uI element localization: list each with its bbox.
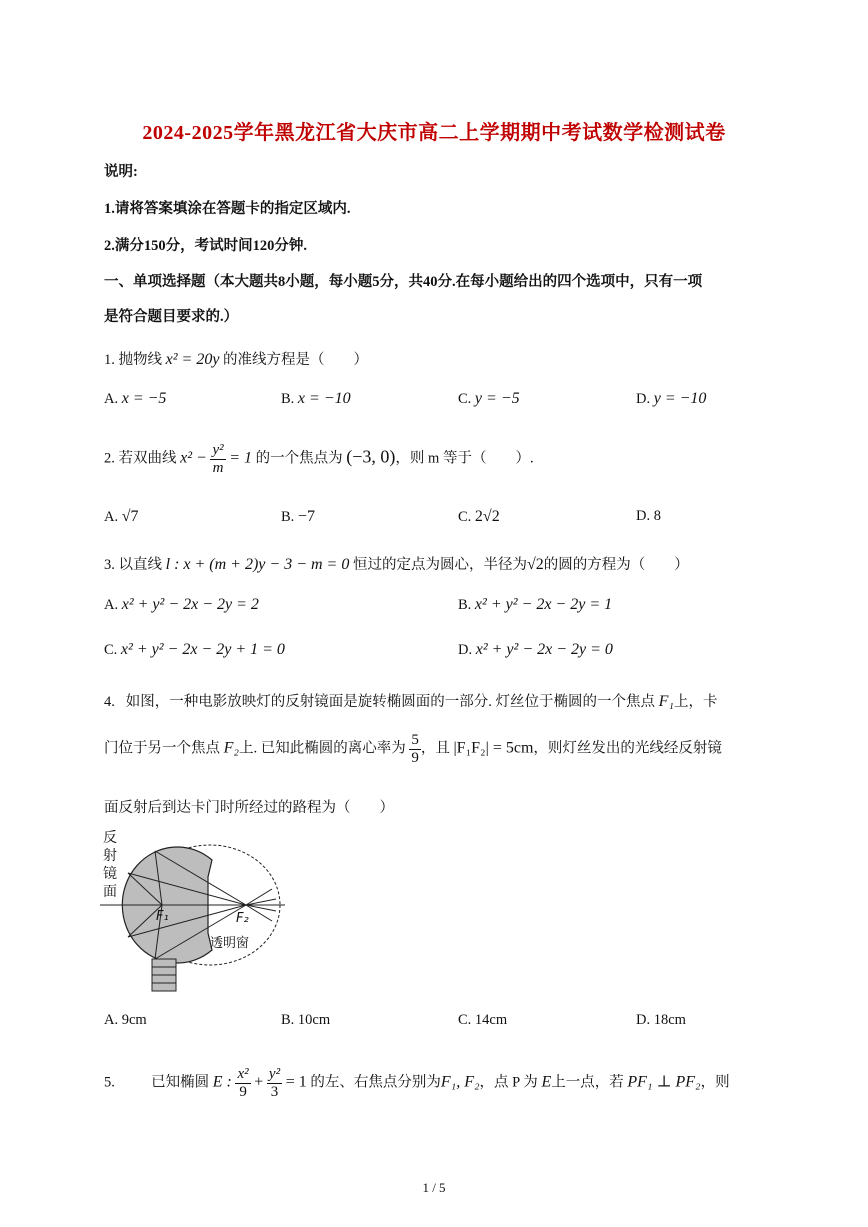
q1-option-d[interactable]: D. y = −10 [636, 390, 707, 407]
question-text: ，且 [420, 740, 450, 757]
question-text: 上. 已知此椭圆的离心率为 [238, 740, 406, 757]
question-text: 抛物线 [118, 352, 162, 368]
perpendicular-condition: PF₁ ⊥ PF₂ [627, 1073, 701, 1091]
mirror-label: 面 [103, 884, 117, 900]
instruction-note-1: 1.请将答案填涂在答题卡的指定区域内. [104, 201, 351, 217]
distance-expression: |F₁F₂| = 5cm [453, 739, 534, 757]
question-text: 若双曲线 [118, 450, 177, 467]
fraction: $\frac{5}{9}$ [411, 732, 419, 766]
projector-lamp-diagram [100, 825, 290, 1000]
question-2 [104, 442, 534, 476]
equation: l : x + (m + 2)y − 3 − m = 0 [165, 556, 350, 573]
fraction: $\frac{\text{y²}}{m}$ [212, 442, 224, 476]
equation: = 1 [285, 1073, 307, 1091]
question-text: 的一个焦点为 [255, 450, 343, 467]
mirror-label: 镜 [103, 866, 117, 882]
question-3 [104, 553, 689, 574]
q1-option-c[interactable]: C. y = −5 [458, 390, 520, 407]
q3-option-d[interactable]: D. x² + y² − 2x − 2y = 0 [458, 641, 613, 658]
focus-2-label: F₂ [236, 911, 249, 926]
question-4-line-1 [104, 690, 717, 711]
question-text: ，则 [700, 1074, 730, 1091]
question-number: 5. [104, 1074, 115, 1091]
question-number: 4. [104, 694, 115, 710]
question-text: ，点 P 为 [479, 1074, 538, 1091]
focus-label: F₂ [223, 739, 239, 757]
question-text: 的准线方程是（ ） [223, 352, 369, 368]
equation: x² − [180, 449, 207, 467]
window-label: 透明窗 [210, 936, 250, 951]
q4-option-b[interactable]: B. 10cm [281, 1012, 331, 1028]
section-heading-line-2: 是符合题目要求的.） [104, 309, 239, 325]
question-text: 以直线 [118, 557, 162, 573]
page-title: 2024-2025学年黑龙江省大庆市高二上学期期中考试数学检测试卷 [142, 122, 726, 144]
question-number: 2. [104, 450, 115, 467]
q3-option-a[interactable]: A. x² + y² − 2x − 2y = 2 [104, 596, 259, 613]
question-1 [104, 348, 368, 369]
equation: = 1 [229, 449, 253, 467]
instructions-label: 说明: [104, 164, 138, 180]
question-text: ，则 m 等于（ ）. [395, 450, 534, 467]
q3-option-c[interactable]: C. x² + y² − 2x − 2y + 1 = 0 [104, 641, 285, 658]
question-text: 恒过的定点为圆心，半径为 [352, 557, 527, 573]
mirror-label: 射 [103, 848, 117, 864]
question-4-line-3: 面反射后到达卡门时所经过的路程为（ ） [104, 800, 394, 816]
q1-option-a[interactable]: A. x = −5 [104, 390, 167, 407]
q1-option-b[interactable]: B. x = −10 [281, 390, 351, 407]
focus-point: (−3, 0) [346, 446, 396, 467]
question-text: 的左、右焦点分别为 [310, 1074, 441, 1091]
question-text: 如图，一种电影放映灯的反射镜面是旋转椭圆面的一部分. 灯丝位于椭圆的一个焦点 [125, 694, 655, 710]
radius: √2 [526, 556, 544, 573]
q4-option-c[interactable]: C. 14cm [458, 1012, 508, 1028]
focus-1-label: F₁ [156, 909, 169, 924]
focus-label: F₁ [658, 693, 674, 710]
question-text: 已知椭圆 [151, 1074, 210, 1091]
q2-option-b[interactable]: B. −7 [281, 508, 315, 525]
ellipse-name: E : [212, 1073, 232, 1091]
question-text: 的圆的方程为（ ） [543, 557, 689, 573]
q4-option-d[interactable]: D. 18cm [636, 1012, 686, 1028]
mirror-label: 反 [103, 830, 117, 846]
fraction: $\frac{\text{x²}}{9}$ [237, 1066, 249, 1100]
foci-labels: F₁, F₂ [440, 1073, 480, 1091]
q3-option-b[interactable]: B. x² + y² − 2x − 2y = 1 [458, 596, 613, 613]
page-number: 1 / 5 [422, 1180, 446, 1195]
question-text: 上，卡 [673, 694, 718, 710]
question-text: 上一点，若 [551, 1074, 624, 1091]
question-number: 3. [104, 557, 115, 573]
q2-option-d[interactable]: D. 8 [636, 508, 661, 524]
question-4-line-2 [104, 732, 722, 766]
question-5: 5. 已知椭圆 E : $\frac{\text{x²}}{9}$ + $\frac{\text{y²}}{3}$ = 1 的左、右焦点分别为F₁, F₂，点 P 为 E上一点，若 PF₁ ⊥ PF₂，则 [104, 1066, 730, 1100]
equation: x² = 20y [165, 351, 220, 368]
section-heading-line-1: 一、单项选择题（本大题共8小题，每小题5分，共40分.在每小题给出的四个选项中，只有一项 [104, 274, 703, 290]
question-text: ，则灯丝发出的光线经反射镜 [533, 740, 722, 757]
q2-option-c[interactable]: C. 2√2 [458, 508, 500, 525]
question-text: 门位于另一个焦点 [104, 740, 220, 757]
question-number: 1. [104, 352, 115, 368]
fraction: $\frac{\text{y²}}{3}$ [268, 1066, 281, 1100]
instruction-note-2: 2.满分150分，考试时间120分钟. [104, 238, 307, 254]
q2-option-a[interactable]: A. √7 [104, 508, 139, 525]
q4-option-a[interactable]: A. 9cm [104, 1012, 147, 1028]
